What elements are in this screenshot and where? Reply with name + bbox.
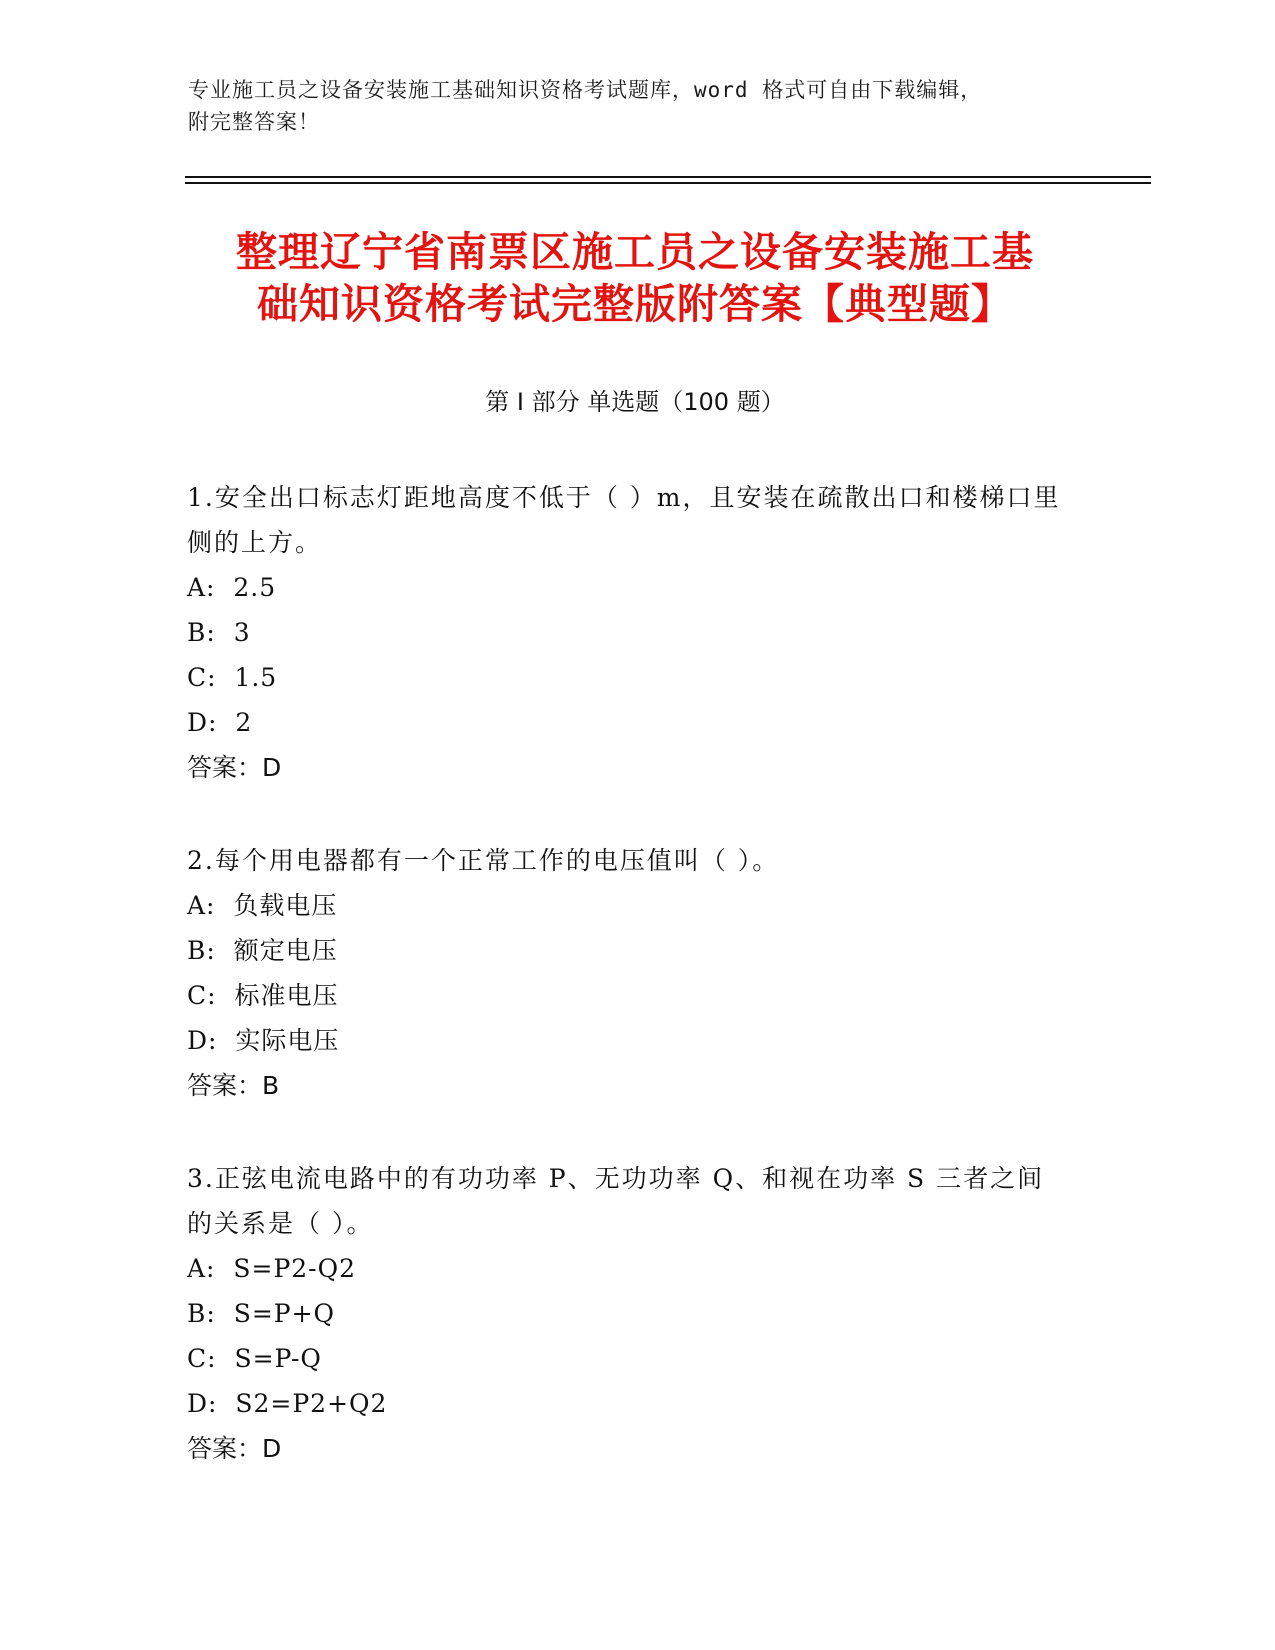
header-note-line1: 专业施工员之设备安装施工基础知识资格考试题库，word 格式可自由下载编辑， — [188, 78, 983, 102]
option-b: B: 3 — [187, 618, 251, 647]
option-a: A: S=P2-Q2 — [187, 1254, 357, 1283]
header-note-line2: 附完整答案！ — [188, 110, 320, 134]
header-divider-bottom — [185, 182, 1151, 184]
option-b: B: 额定电压 — [187, 936, 338, 965]
question-stem: 2.每个用电器都有一个正常工作的电压值叫（ ）。 — [187, 846, 780, 875]
option-d: D: 2 — [187, 708, 253, 737]
document-title — [185, 226, 1085, 330]
option-c: C: 标准电压 — [187, 981, 339, 1010]
option-d: D: S2=P2+Q2 — [187, 1389, 388, 1418]
option-a: A: 负载电压 — [187, 891, 338, 920]
question-item — [187, 838, 1067, 1108]
answer-line: 答案：D — [187, 753, 282, 782]
document-title-line2: 础知识资格考试完整版附答案【典型题】 — [257, 280, 1013, 328]
option-b: B: S=P+Q — [187, 1299, 336, 1328]
header-note — [188, 74, 1068, 138]
section-title: 第 I 部分 单选题（100 题） — [485, 388, 785, 416]
answer-line: 答案：D — [187, 1434, 282, 1463]
question-item — [187, 475, 1067, 790]
option-d: D: 实际电压 — [187, 1026, 340, 1055]
document-title-line1: 整理辽宁省南票区施工员之设备安装施工基 — [236, 228, 1034, 276]
question-item — [187, 1156, 1067, 1471]
option-a: A: 2.5 — [187, 573, 277, 602]
question-stem: 3.正弦电流电路中的有功功率 P、无功功率 Q、和视在功率 S 三者之间的关系是（ ）。 — [187, 1164, 1045, 1238]
question-stem: 1.安全出口标志灯距地高度不低于（ ）m，且安装在疏散出口和楼梯口里侧的上方。 — [187, 483, 1061, 557]
answer-line: 答案：B — [187, 1071, 280, 1100]
header-divider-top — [185, 176, 1151, 178]
question-list — [187, 475, 1067, 1519]
option-c: C: S=P-Q — [187, 1344, 322, 1373]
option-c: C: 1.5 — [187, 663, 278, 692]
